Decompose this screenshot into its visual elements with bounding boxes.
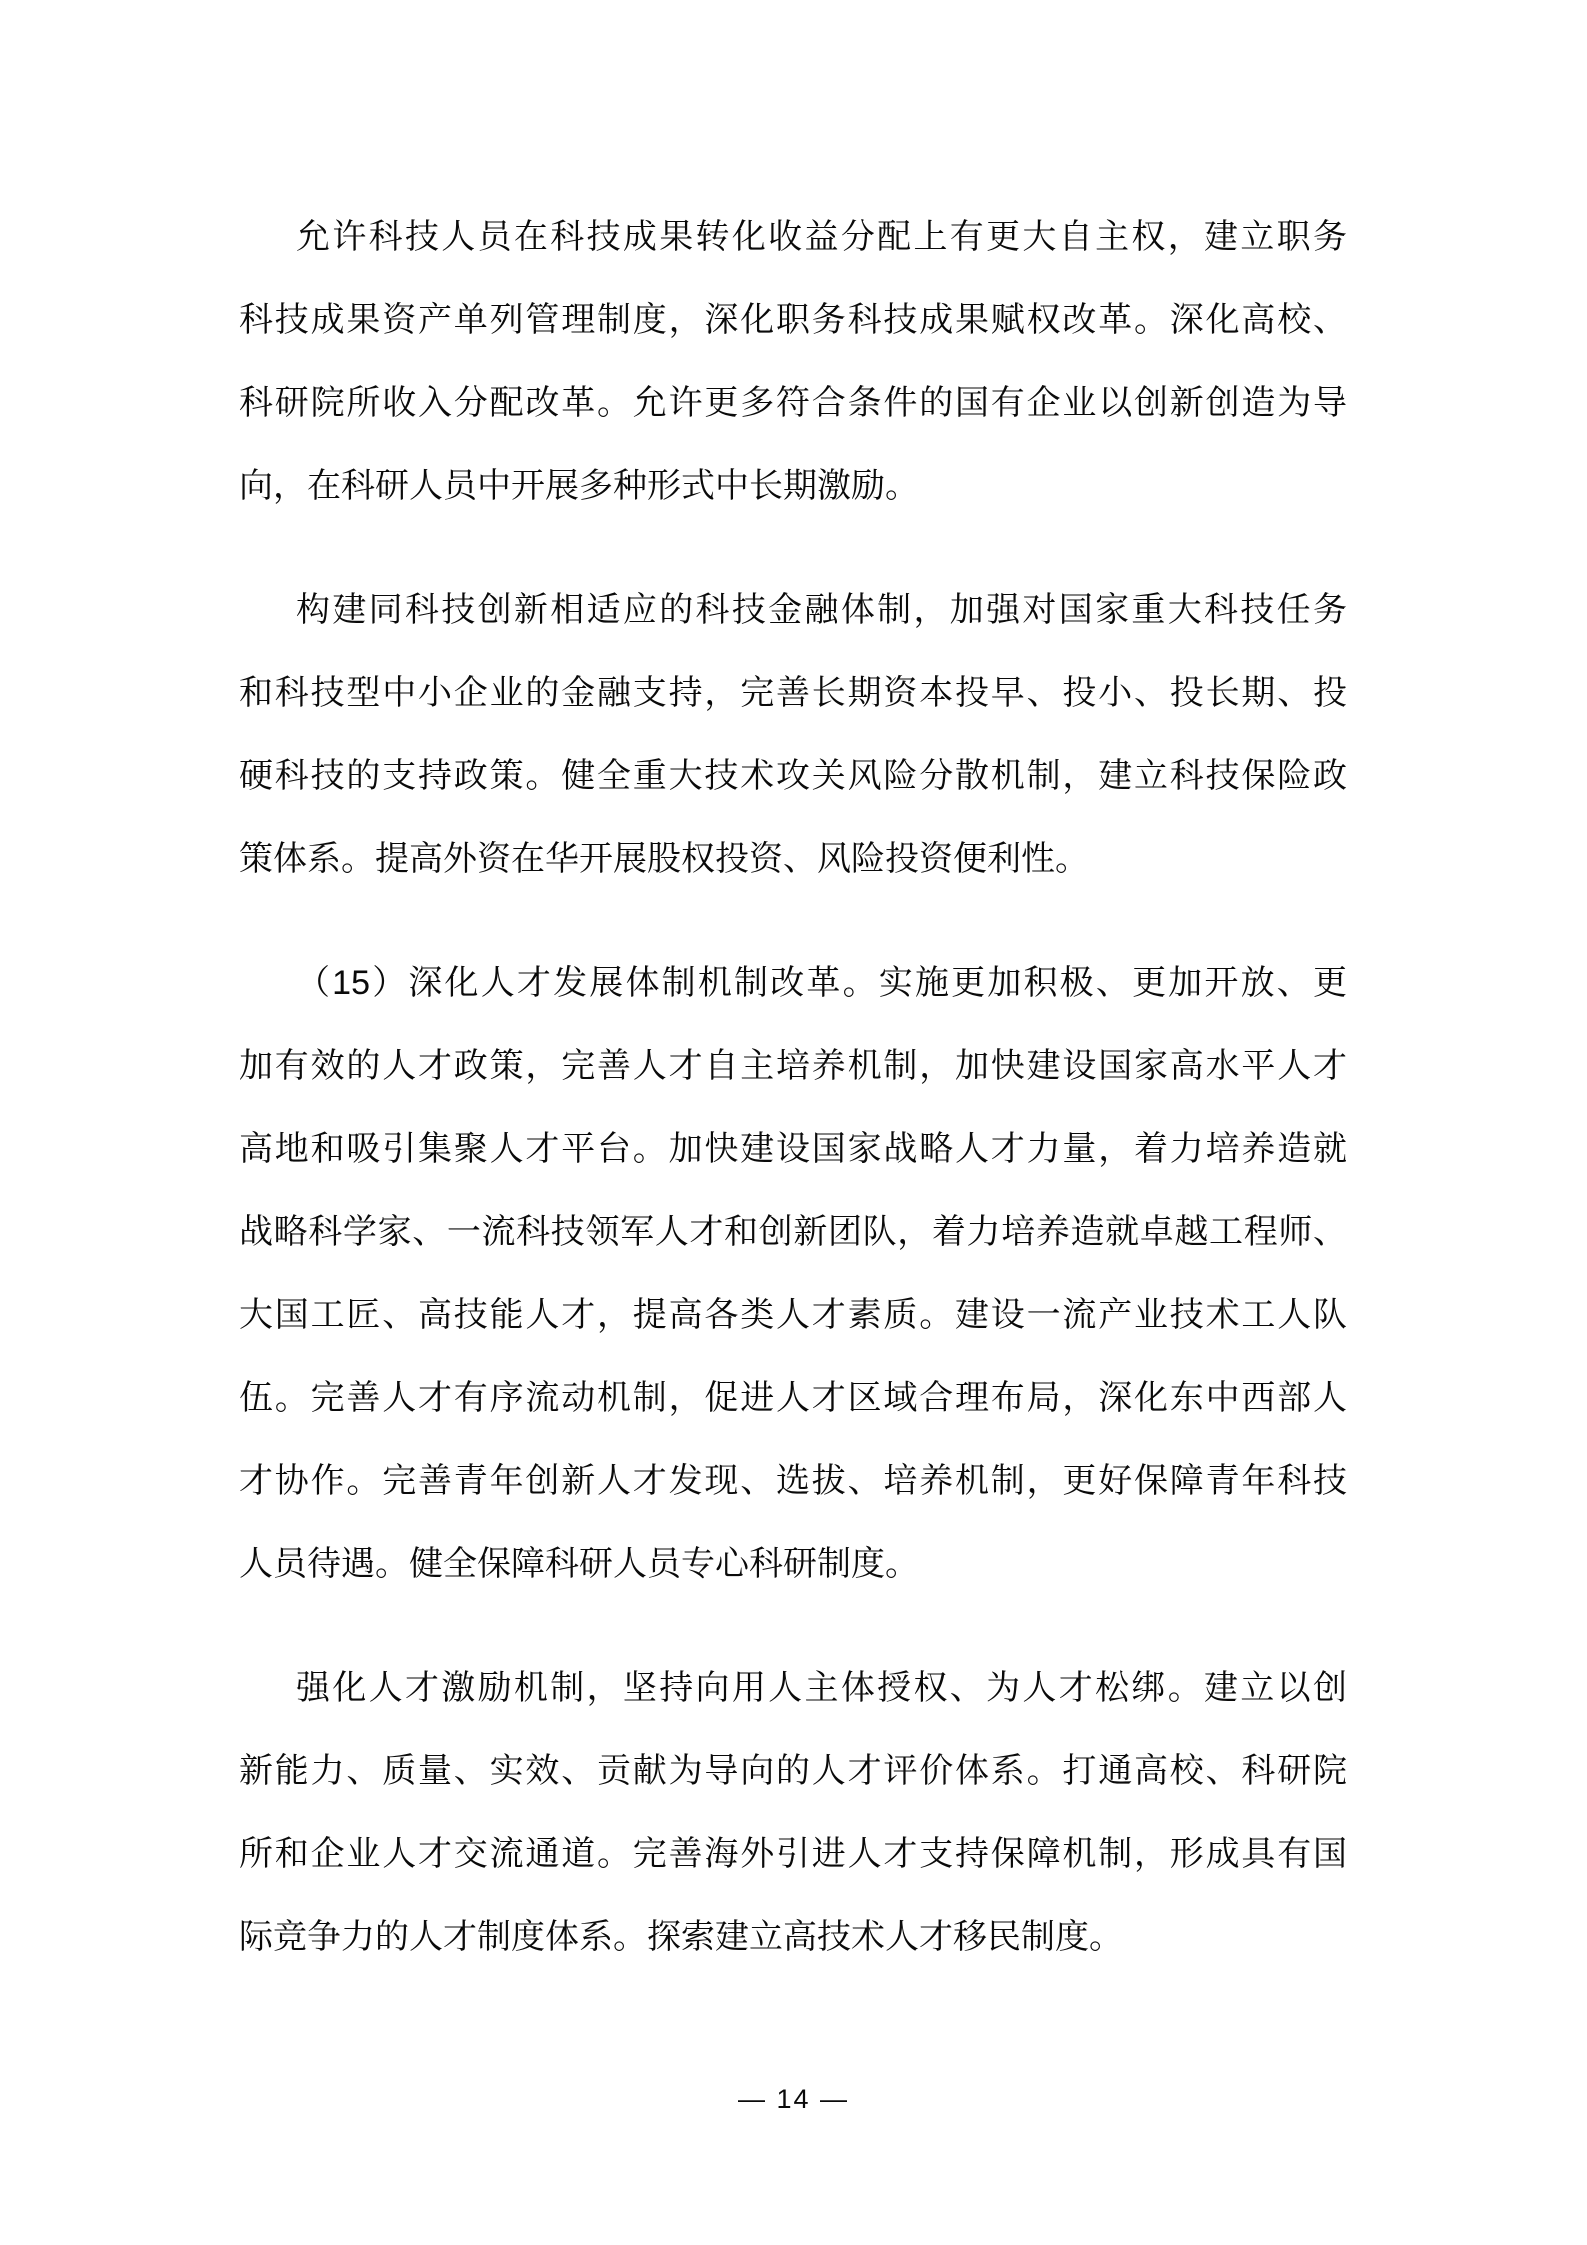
text-line: 科研院所收入分配改革。允许更多符合条件的国有企业以创新创造为导 [239, 384, 1347, 422]
document-body [239, 196, 1347, 1979]
text-line: 硬科技的支持政策。健全重大技术攻关风险分散机制，建立科技保险政 [239, 757, 1347, 795]
text-line: 科技成果资产单列管理制度，深化职务科技成果赋权改革。深化高校、 [239, 301, 1347, 339]
text-line: 向，在科研人员中开展多种形式中长期激励。 [239, 467, 919, 505]
text-line: 战略科学家、一流科技领军人才和创新团队，着力培养造就卓越工程师、 [239, 1213, 1347, 1251]
paragraph [239, 1647, 1347, 1979]
text-line: 才协作。完善青年创新人才发现、选拔、培养机制，更好保障青年科技 [239, 1462, 1347, 1500]
text-line: （15）深化人才发展体制机制改革。实施更加积极、更加开放、更 [296, 964, 1347, 1002]
text-line: 新能力、质量、实效、贡献为导向的人才评价体系。打通高校、科研院 [239, 1752, 1347, 1790]
paragraph [239, 196, 1347, 528]
text-line: 和科技型中小企业的金融支持，完善长期资本投早、投小、投长期、投 [239, 674, 1347, 712]
text-line: 强化人才激励机制，坚持向用人主体授权、为人才松绑。建立以创 [296, 1669, 1347, 1707]
paragraph [239, 942, 1347, 1606]
page-number: — 14 — [737, 2084, 850, 2114]
text-line: 际竞争力的人才制度体系。探索建立高技术人才移民制度。 [239, 1918, 1123, 1956]
paragraph [239, 569, 1347, 901]
text-line: 大国工匠、高技能人才，提高各类人才素质。建设一流产业技术工人队 [239, 1296, 1347, 1334]
text-line: 构建同科技创新相适应的科技金融体制，加强对国家重大科技任务 [296, 591, 1347, 629]
text-line: 策体系。提高外资在华开展股权投资、风险投资便利性。 [239, 840, 1089, 878]
text-line: 所和企业人才交流通道。完善海外引进人才支持保障机制，形成具有国 [239, 1835, 1347, 1873]
text-line: 加有效的人才政策，完善人才自主培养机制，加快建设国家高水平人才 [239, 1047, 1347, 1085]
text-line: 允许科技人员在科技成果转化收益分配上有更大自主权，建立职务 [296, 218, 1347, 256]
text-line: 高地和吸引集聚人才平台。加快建设国家战略人才力量，着力培养造就 [239, 1130, 1347, 1168]
text-line: 人员待遇。健全保障科研人员专心科研制度。 [239, 1545, 919, 1583]
text-line: 伍。完善人才有序流动机制，促进人才区域合理布局，深化东中西部人 [239, 1379, 1347, 1417]
